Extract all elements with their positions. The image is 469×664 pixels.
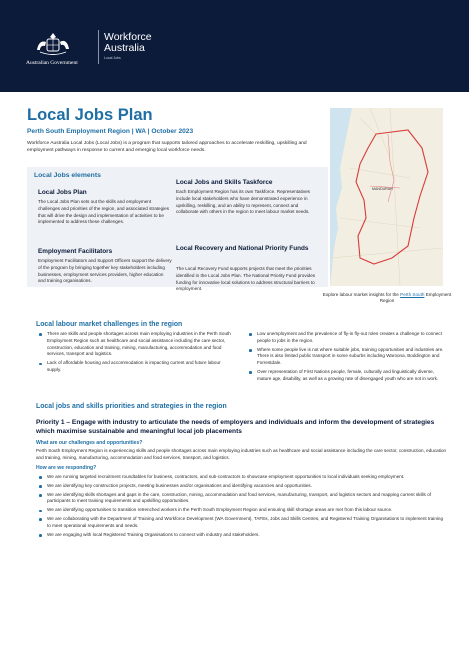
page-subtitle: Perth South Employment Region | WA | October 2023 [27, 128, 194, 135]
list-item: We are engaging with local Registered Training Organisations to connect with industry and stakeholders. [38, 532, 448, 539]
taskforce-title: Local Jobs and Skills Taskforce [176, 179, 273, 186]
brand-australia: Australia [104, 42, 145, 54]
coat-of-arms-icon [28, 30, 78, 58]
recovery-text: The Local Recovery Fund supports projects that meet the priorities identified in the Local Jobs Plan. The National Priority Fund provides funding for innovative local solutions to address structural barriers to employment. [176, 266, 316, 292]
region-map-graphic [330, 108, 443, 286]
challenges-left-list [38, 331, 234, 376]
region-map [330, 108, 443, 286]
response-list [38, 474, 448, 540]
facilitators-title: Employment Facilitators [38, 248, 113, 255]
list-item: We are identifying opportunities to transition retrenched workers in the Perth South Employment Region and ensuring skill shortage areas are met from this labour source. [38, 507, 448, 514]
page-header [0, 0, 469, 92]
facilitators-text: Employment Facilitators and Support Officers support the delivery of the program by bringing together key stakeholders including businesses, employment services providers, higher education and training organisations. [38, 258, 172, 284]
map-caption [320, 292, 454, 305]
challenges-answer: Perth South Employment Region is experiencing skills and people shortages across main employing industries such as healthcare and social assistance including the care sector, construction, education and training, mining, manufacturing, accommodation and food services, transport, and logistics. [36, 448, 447, 460]
challenges-question: What are our challenges and opportunities? [36, 440, 143, 446]
plan-text: The Local Jobs Plan sets out the skills and employment challenges and priorities of the region, and associated strategies that will drive the design and implementation of activities to be implemented to address these challenges. [38, 199, 170, 225]
perth-south-link[interactable]: Perth South [400, 292, 425, 297]
taskforce-text: Each Employment Region has its own Taskforce. Representatives include local stakeholders who have demonstrated experience in upskilling, reskilling, and an ability to represent, connect and collaborate with others in the region to meet labour market needs. [176, 189, 310, 215]
map-caption-suffix: Employment Region [379, 292, 452, 304]
list-item: We are collaborating with the Department of Training and Workforce Development (WA Government), TAFEs, Jobs and Skills Centres, and Registered Training Organisations to implement training to meet operational requirements and needs. [38, 516, 448, 530]
list-item: We are identifying skills shortages and gaps in the care, construction, mining, accommodation and food services, manufacturing, transport, and logistics sectors and mapping current skills of participants to meet training requirements and upskilling opportunities. [38, 492, 448, 506]
elements-heading: Local Jobs elements [34, 172, 101, 179]
response-question: How are we responding? [36, 465, 97, 471]
challenges-heading: Local labour market challenges in the region [36, 321, 183, 328]
challenges-right-list [248, 331, 446, 385]
list-item: Where some people live is not where suitable jobs, training opportunities and industries are. There is also limited public transport in some suburbs including Waroona, Boddington and Forrestdale. [248, 347, 446, 367]
list-item: There are skills and people shortages across main employing industries in the Perth South Employment Region such as healthcare and social assistance including the care sector, construction, education and training, mining, manufacturing, accommodation and food services, transport and logistics. [38, 331, 234, 358]
priority-1-title: Priority 1 – Engage with industry to articulate the needs of employers and individuals and inform the development of strategies which maximise sustainable and meaningful local job placements [36, 419, 435, 435]
header-divider [98, 30, 99, 64]
brand-local-jobs: Local Jobs [104, 56, 121, 60]
intro-paragraph: Workforce Australia Local Jobs (Local Jobs) is a program that supports tailored approaches to accelerate reskilling, upskilling and employment pathways in response to current and emerging local workforce needs. [27, 141, 307, 153]
priorities-heading: Local jobs and skills priorities and strategies in the region [36, 403, 227, 410]
list-item: Lack of affordable housing and accommodation is impacting current and future labour supply. [38, 360, 234, 374]
page-title: Local Jobs Plan [27, 106, 153, 124]
plan-title: Local Jobs Plan [38, 189, 87, 196]
list-item: We are identifying key construction projects, meeting businesses and/or organisations and identifying vacancies and opportunities. [38, 483, 448, 490]
map-label-mandurah: MANDURAH [372, 187, 393, 191]
map-caption-prefix: Explore labour market insights for the [322, 292, 399, 297]
list-item: We are running targeted recruitment roundtables for business, contractors, and sub-contractors to showcase employment opportunities to local individuals seeking employment. [38, 474, 448, 481]
brand-workforce: Workforce [104, 31, 152, 43]
government-name: Australian Government [26, 60, 78, 66]
list-item: Over representation of First Nations people, female, culturally and linguistically diverse, mature age, disability, as well as a growing rate of disengaged youth who are not in work. [248, 369, 446, 383]
list-item: Low unemployment and the prevalence of fly-in fly-out roles creates a challenge to connect people to jobs in the region. [248, 331, 446, 345]
recovery-title: Local Recovery and National Priority Funds [176, 245, 309, 252]
